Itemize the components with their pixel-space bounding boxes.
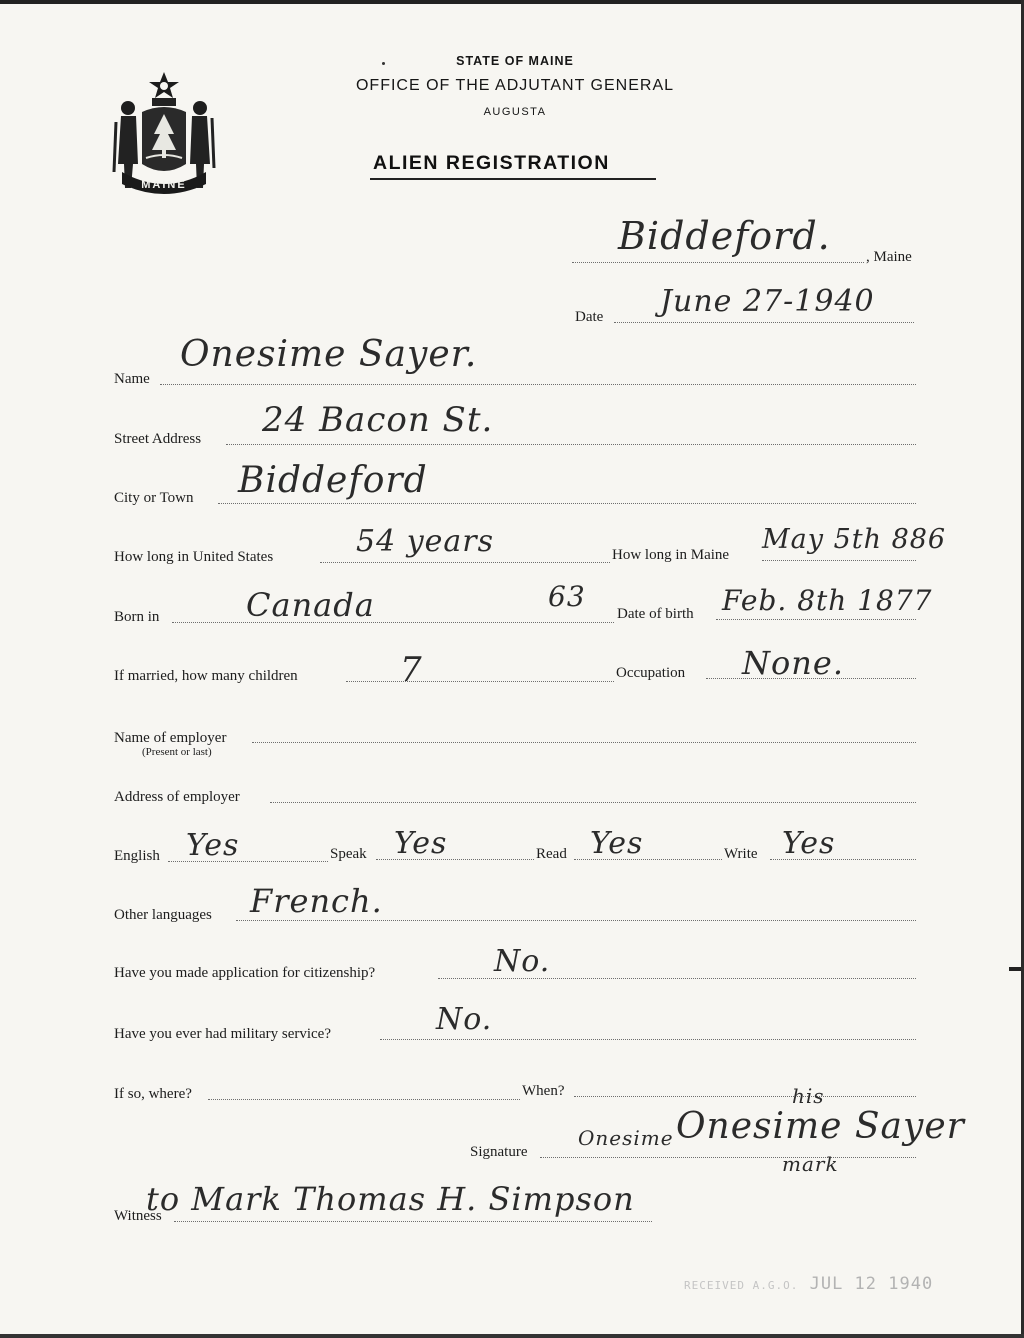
date-of-birth-label: Date of birth <box>617 606 694 622</box>
maine-label: , Maine <box>866 249 912 265</box>
when-label: When? <box>522 1083 565 1099</box>
city-value: Biddeford <box>238 460 428 501</box>
children-label: If married, how many children <box>114 668 298 684</box>
street-value: 24 Bacon St. <box>262 400 494 440</box>
city-line <box>218 503 916 504</box>
employer-sublabel: (Present or last) <box>142 746 212 758</box>
signature-value: Onesime Sayer <box>676 1106 965 1147</box>
read-label: Read <box>536 846 567 862</box>
title-underline <box>370 178 656 180</box>
other-languages-value: French. <box>250 882 383 920</box>
date-line <box>614 322 914 323</box>
english-label: English <box>114 848 160 864</box>
signature-prefix: Onesime <box>578 1126 674 1150</box>
military-label: Have you ever had military service? <box>114 1026 331 1042</box>
born-in-line <box>172 622 614 623</box>
margin-tab-mark <box>1009 967 1021 971</box>
town-value: Biddeford. <box>618 214 831 258</box>
where-line <box>208 1099 520 1100</box>
signature-his: his <box>792 1084 825 1108</box>
seal-text: MAINE <box>141 179 187 191</box>
write-value: Yes <box>782 826 836 861</box>
received-stamp-lead: RECEIVED A.G.O. <box>684 1279 799 1292</box>
how-long-maine-line <box>762 560 916 561</box>
scan-edge-top <box>0 0 1024 4</box>
military-line <box>380 1039 916 1040</box>
signature-label: Signature <box>470 1144 528 1160</box>
read-value: Yes <box>590 826 644 861</box>
street-label: Street Address <box>114 431 202 447</box>
how-long-us-line <box>320 562 610 563</box>
date-of-birth-line <box>716 619 916 620</box>
employer-address-label: Address of employer <box>114 789 240 805</box>
maine-state-seal-icon <box>112 68 216 198</box>
signature-mark: mark <box>782 1152 839 1176</box>
header-state: STATE OF MAINE <box>456 54 574 68</box>
name-label: Name <box>114 371 150 387</box>
scan-edge-bottom <box>0 1334 1024 1338</box>
occupation-value: None. <box>742 644 844 682</box>
town-line <box>572 262 864 263</box>
how-long-maine-value: May 5th 886 <box>762 524 947 555</box>
citizenship-label: Have you made application for citizenship? <box>114 965 376 981</box>
when-line <box>574 1096 916 1097</box>
header-city: AUGUSTA <box>483 106 547 118</box>
how-long-maine-label: How long in Maine <box>612 547 730 563</box>
born-in-value: Canada <box>246 586 375 624</box>
employer-line <box>252 742 916 743</box>
employer-address-line <box>270 802 916 803</box>
where-label: If so, where? <box>114 1086 192 1102</box>
born-in-label: Born in <box>114 609 160 625</box>
witness-line <box>174 1221 652 1222</box>
received-stamp <box>684 1274 933 1294</box>
how-long-us-label: How long in United States <box>114 549 274 565</box>
occupation-label: Occupation <box>616 665 686 681</box>
name-line <box>160 384 916 385</box>
date-label: Date <box>575 309 604 325</box>
name-value: Onesime Sayer. <box>180 334 478 375</box>
children-line <box>346 681 614 682</box>
age-value: 63 <box>548 580 586 613</box>
received-stamp-date: JUL 12 1940 <box>809 1274 934 1294</box>
military-value: No. <box>436 1002 493 1037</box>
witness-value: to Mark Thomas H. Simpson <box>146 1180 635 1218</box>
how-long-us-value: 54 years <box>356 524 495 559</box>
date-value: June 27-1940 <box>660 284 875 319</box>
other-languages-line <box>236 920 916 921</box>
header-office: OFFICE OF THE ADJUTANT GENERAL <box>355 77 675 94</box>
employer-label: Name of employer <box>114 730 227 746</box>
witness-label: Witness <box>114 1208 162 1224</box>
english-value: Yes <box>186 828 240 863</box>
street-line <box>226 444 916 445</box>
signature-line <box>540 1157 916 1158</box>
date-of-birth-value: Feb. 8th 1877 <box>722 584 933 617</box>
speak-value: Yes <box>394 826 448 861</box>
other-languages-label: Other languages <box>114 907 212 923</box>
children-value: 7 <box>400 650 423 690</box>
citizenship-value: No. <box>494 944 551 979</box>
write-label: Write <box>724 846 758 862</box>
speak-label: Speak <box>330 846 367 862</box>
form-title: ALIEN REGISTRATION <box>373 152 610 174</box>
city-label: City or Town <box>114 490 194 506</box>
